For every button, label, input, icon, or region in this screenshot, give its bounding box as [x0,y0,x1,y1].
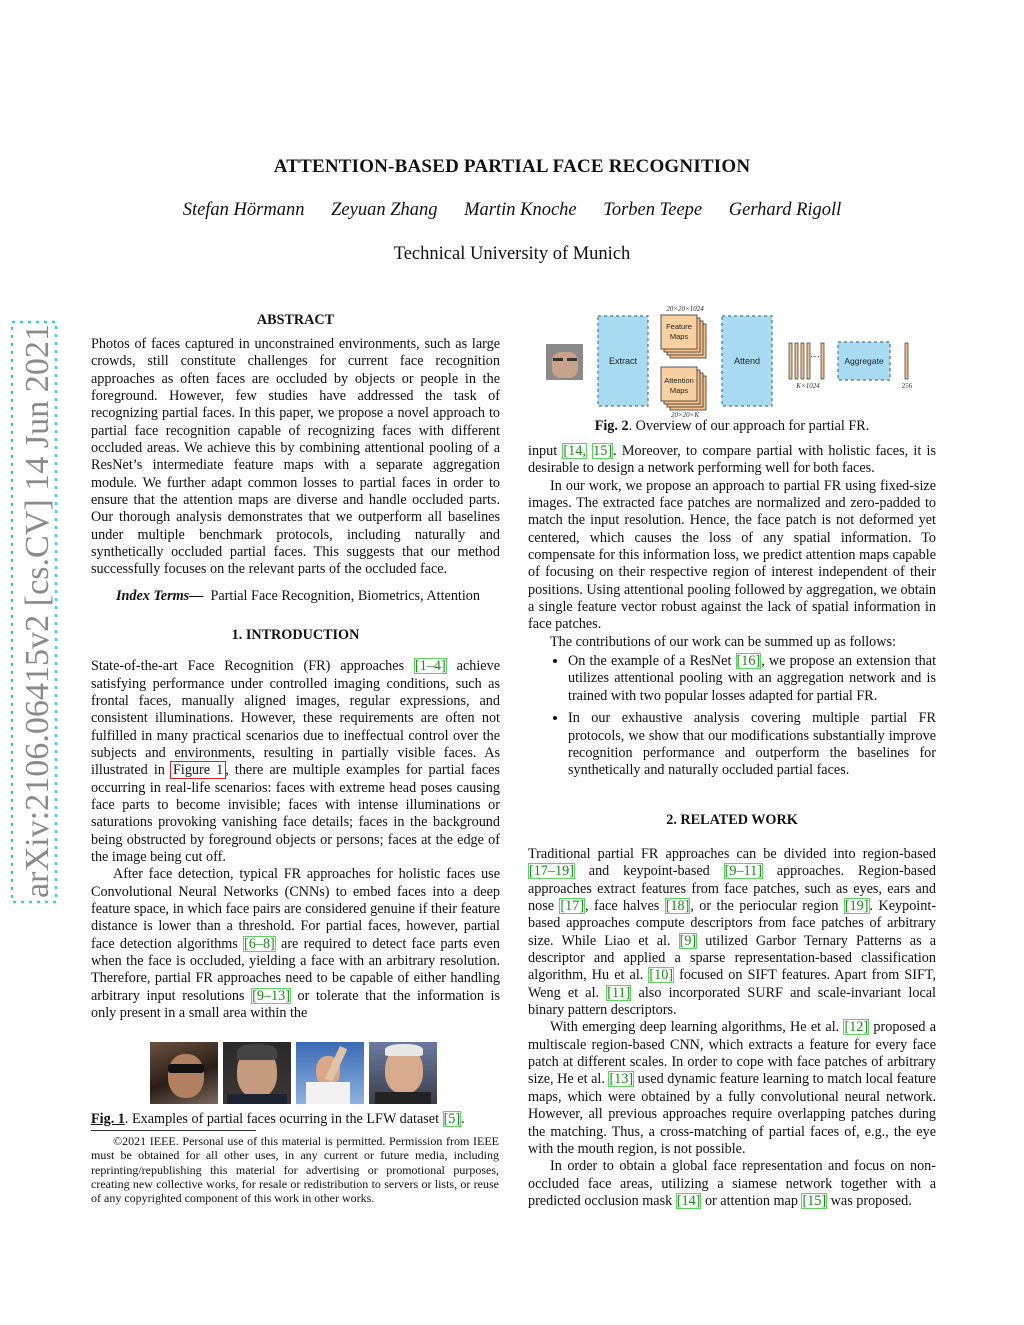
citation-link[interactable]: [19] [844,898,869,915]
citation-link[interactable]: [10] [649,967,674,984]
intro-paragraph: State-of-the-art Face Recognition (FR) approaches [1–4] achieve satisfying performance under controlled imaging conditions, such as frontal faces, manually aligned images, regular expressions, and consistent illuminations. However, these requirements are often not fulfilled in many practical scenarios due to ineffectual control over the subjects and environments, resulting in partially visible faces. As illustrated in Figure 1 , there are multiple examples for partial faces occurring in real-life scenarios: faces with extreme head poses causing face parts to become invisible; faces with intense illuminations or saturations provoking vanishing face details; faces in the background being obstructed by foreground objects or persons; faces at the edge of the image being cut off. [91,658,500,865]
right-column-upper [528,443,936,785]
figure-1-label: Fig. 1 [91,1111,125,1127]
left-column [91,310,500,1022]
figure-2-caption: Fig. 2. Overview of our approach for partial FR. [594,418,870,434]
attention-map-dims: 20×20×K [670,411,700,419]
citation-link[interactable]: [9–13] [252,987,290,1004]
index-terms-list: Partial Face Recognition, Biometrics, Attention [210,587,480,604]
extract-label: Extract [608,356,638,366]
author-list [0,200,1024,221]
citation-link[interactable]: [13] [609,1071,634,1088]
body-paragraph: Traditional partial FR approaches can be divided into region-based [17–19] and keypoint-based [9–11] approaches. Region-based approaches extract features from face patches, such as eyes, ears and nose [17], face halves [18], or the periocular region [19]. Keypoint-based approaches compute descriptors from face patches of arbitrary size. While Liao et al. [9] utilized Garbor Ternary Patterns as a descriptor and applied a sparse representation-based classification algorithm, Hu et al. [10] focused on SIFT features. Apart from SIFT, Weng et al. [11] also incorporated SURF and scale-invariant local binary pattern descriptors. [528,846,936,1019]
body-paragraph: In order to obtain a global face representation and focus on non-occluded face areas, utilizing a siamese network together with a predicted occlusion mask [14] or attention map [15] was proposed. [528,1158,936,1209]
feature-map-dims: 20×20×1024 [666,305,704,313]
citation-link[interactable]: [1–4] [415,658,446,675]
citation-link[interactable]: 15] [593,443,613,459]
citation-link[interactable]: [9] [679,932,697,949]
author-name: Zeyuan Zhang [331,200,438,220]
face-photo-speaker [369,1042,437,1104]
index-terms [91,588,500,605]
svg-text:Attention: Attention [664,376,694,385]
intro-heading: 1. INTRODUCTION [231,627,360,644]
body-paragraph: In our work, we propose an approach to partial FR using fixed-size images. The extracted face patches are normalized and zero-padded to match the input resolution. Hence, the face patch is not deformed yet centered, which causes the loss of any spatial information. To compensate for this information loss, we predict attention maps capable of focusing on their respective region of interest independent of their positions. Using attentional pooling followed by aggregation, we obtain a single feature vector robust against the lack of spatial information in face patches. [528,477,936,633]
aggregate-label: Aggregate [844,356,884,366]
footnote-rule [91,1130,256,1131]
author-name: Stefan Hörmann [182,200,305,220]
svg-text:Maps: Maps [669,386,689,395]
face-photo-man [223,1042,291,1104]
abstract-heading: ABSTRACT [256,312,335,328]
citation-link[interactable]: [5] [443,1111,461,1127]
svg-text:Feature: Feature [666,322,692,331]
author-name: Gerhard Rigoll [728,200,842,220]
citation-link[interactable]: [11] [607,984,631,1001]
attend-label: Attend [733,356,761,366]
citation-link[interactable]: [9–11] [724,863,762,880]
citation-link[interactable]: [12] [844,1019,869,1036]
citation-link[interactable]: [18] [665,898,690,915]
intro-paragraph: After face detection, typical FR approaches for holistic faces use Convolutional Neural Networks (CNNs) to embed faces into a deep feature space, in which face pairs are considered genuine if their feature distance is lower than a threshold. For partial faces, however, partial face detection algorithms [6–8] are required to detect face parts even when the face is occluded, yielding a face with an arbitrary resolution. Therefore, partial FR approaches need to be capable of either handling arbitrary input resolutions [9–13] or tolerate that the information is only present in a small area within the [91,866,500,1022]
index-terms-label: Index Terms— [116,587,204,604]
body-paragraph: The contributions of our work can be summed up as follows: [550,633,896,650]
figure-2-diagram [540,300,925,420]
vector-dims: K×1024 [796,382,820,390]
contribution-list [528,653,936,779]
figure-1-link[interactable]: Figure 1 [172,762,224,779]
copyright-notice: ©2021 IEEE. Personal use of this material is permitted. Permission from IEEE must be obtained for all other uses, in any current or future media, including reprinting/republishing this material for advertising or promotional purposes, creating new collective works, for resale or redistribution to servers or lists, or reuse of any copyrighted component of this work in other works. [91,1134,499,1206]
face-photo-tennis [296,1042,364,1104]
related-work-heading: 2. RELATED WORK [666,812,798,828]
svg-text:Maps: Maps [669,332,689,341]
right-column-lower [528,812,936,1210]
figure-1-images [150,1042,440,1104]
arxiv-identifier: arXiv:2106.06415v2 [cs.CV] 14 Jun 2021 [19,325,56,898]
ellipsis: ··· [810,352,820,363]
citation-link[interactable]: [15] [802,1192,827,1209]
affiliation: Technical University of Munich [393,244,631,264]
citation-link[interactable]: [17–19] [529,863,574,880]
paper-title: ATTENTION-BASED PARTIAL FACE RECOGNITION [273,156,751,177]
body-paragraph: input [14, 15]. Moreover, to compare partial with holistic faces, it is desirable to design a network performing well for both faces. [528,443,936,477]
arxiv-sidebar [0,320,74,905]
abstract-text: Photos of faces captured in unconstrained environments, such as large crowds, still constitute challenges for current face recognition approaches as often faces are occluded by objects or people in the foreground. However, few studies have addressed the task of recognizing partial faces. In this paper, we propose a novel approach to partial face recognition capable of recognizing faces with different occluded areas. We achieve this by combining attentional pooling of a ResNet’s intermediate feature maps with a separate aggregation module. We further adapt common losses to partial faces in order to ensure that the attention maps are diverse and handle occluded parts. Our thorough analysis demonstrates that we outperform all baselines under multiple benchmark protocols, including naturally and synthetically occluded partial faces. This suggests that our method successfully focuses on the relevant parts of the occluded face. [91,336,500,578]
citation-link[interactable]: [14, [563,443,586,459]
output-vector [905,343,908,379]
body-paragraph: With emerging deep learning algorithms, He et al. [12] proposed a multiscale region-based CNN, which extracts a feature for every face patch at different scales. In order to cope with face patches of arbitrary size, He et al. [13] used dynamic feature learning to match local feature maps, which were obtained by a fully convolutional neural network. However, all previous approaches require overlapping patches during the matching. Thus, a cross-matching of partial faces of, e.g., the eye with the mouth region, is not possible. [528,1019,937,1157]
list-item: • In our exhaustive analysis covering multiple partial FR protocols, we show that our modifications substantially improve recognition performance and outperform the baselines for synthetically and naturally occluded partial faces. [568,710,936,779]
citation-link[interactable]: [16] [736,653,761,670]
citation-link[interactable]: [6–8] [244,935,275,952]
output-dims: 256 [901,382,913,390]
face-photo-sunglasses [150,1042,218,1104]
citation-link[interactable]: [14] [676,1192,701,1209]
figure-1-caption: Fig. 1. Examples of partial faces ocurring in the LFW dataset [5]. [91,1111,465,1127]
figure-2-label: Fig. 2 [594,418,629,434]
author-name: Martin Knoche [464,200,577,220]
author-name: Torben Teepe [603,200,703,220]
list-item: • On the example of a ResNet [16], we propose an extension that utilizes attentional pooling with an aggregation network and is trained with two popular losses adapted for partial FR. [568,653,936,705]
citation-link[interactable]: [17] [560,898,585,915]
